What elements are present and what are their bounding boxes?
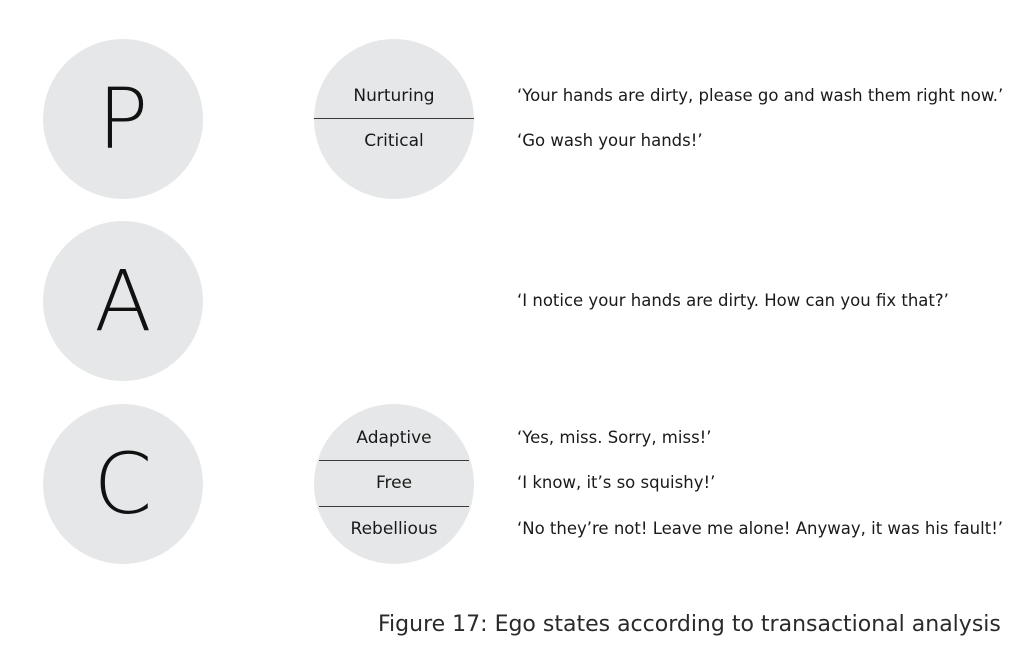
- substate-adaptive-label: Adaptive: [356, 428, 432, 448]
- quote-critical: ‘Go wash your hands!’: [517, 131, 703, 150]
- quote-nurturing: ‘Your hands are dirty, please go and wash them right now.’: [517, 86, 1004, 105]
- adult-letter: A: [94, 252, 152, 350]
- quote-adult: ‘I notice your hands are dirty. How can you fix that?’: [517, 291, 949, 310]
- adult-circle: [43, 221, 203, 381]
- substate-nurturing-label: Nurturing: [353, 86, 435, 106]
- parent-substate-divider: [314, 118, 474, 119]
- quote-adaptive: ‘Yes, miss. Sorry, miss!’: [517, 428, 712, 447]
- parent-substates-circle: [314, 39, 474, 199]
- substate-free-label: Free: [375, 473, 413, 493]
- child-circle: [43, 404, 203, 564]
- child-substate-divider-2: [319, 506, 469, 507]
- figure-caption: Figure 17: Ego states according to transactional analysis: [378, 612, 1001, 637]
- parent-circle: [43, 39, 203, 199]
- quote-rebellious: ‘No they’re not! Leave me alone! Anyway, it was his fault!’: [517, 519, 1004, 538]
- child-substates-circle: [314, 404, 474, 564]
- quote-free: ‘I know, it’s so squishy!’: [517, 473, 716, 492]
- child-substate-divider-1: [319, 460, 469, 461]
- substate-critical-label: Critical: [364, 131, 424, 151]
- substate-rebellious-label: Rebellious: [350, 519, 438, 539]
- parent-letter: P: [97, 70, 149, 168]
- child-letter: C: [93, 435, 153, 533]
